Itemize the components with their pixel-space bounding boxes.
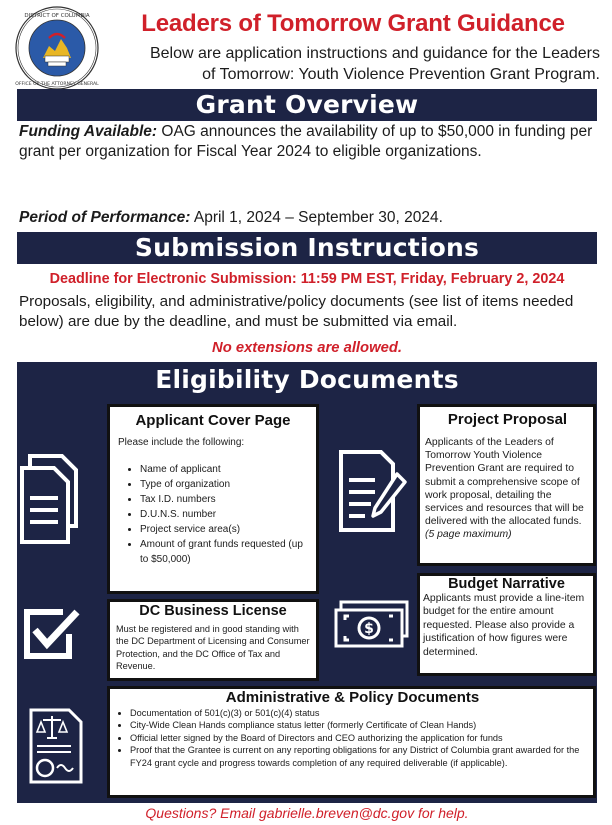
grant-overview-banner: Grant Overview — [17, 89, 597, 121]
funding-available-paragraph — [19, 122, 599, 162]
legal-document-icon — [27, 706, 87, 790]
list-item: • Project service area(s) — [140, 522, 308, 537]
dc-business-license-card — [107, 599, 319, 681]
funding-label: Funding Available: — [19, 123, 158, 140]
project-proposal-title: Project Proposal — [447, 411, 568, 428]
applicant-cover-page-card — [107, 404, 319, 594]
administrative-policy-documents-card — [107, 686, 596, 798]
list-item: • Tax I.D. numbers — [140, 492, 308, 507]
period-label: Period of Performance: — [19, 209, 191, 226]
money-bill-icon — [331, 600, 413, 654]
project-proposal-body: Applicants of the Leaders of Tomorrow Youth Violence Prevention Grant are required to submit a comprehensive scope of work proposal, detailing the services and resources that will be delivered with the allocated funds. — [425, 437, 584, 528]
page-limit-note: (5 page maximum) — [425, 529, 512, 541]
page-subtitle — [108, 43, 600, 85]
list-item: • Type of organization — [140, 477, 308, 492]
list-item: • Proof that the Grantee is current on any reporting obligations for any District of Columbia grant awarded for the FY24 grant cycle and progress towards completion of any required deliverable (if applicable). — [130, 744, 589, 769]
subtitle-line-1: Below are application instructions and guidance for the Leaders — [149, 45, 600, 62]
project-proposal-text — [425, 436, 590, 542]
eligibility-documents-banner: Eligibility Documents — [17, 363, 597, 397]
admin-policy-list — [116, 707, 589, 769]
dollar-sign-glyph: $ — [364, 621, 374, 637]
admin-policy-title: Administrative & Policy Documents — [225, 689, 480, 706]
proposal-document-icon — [335, 446, 410, 540]
business-license-text: Must be registered and in good standing with the DC Department of Licensing and Consumer Protection, and the DC Office of Tax and Revenue. — [116, 624, 310, 672]
cover-page-list — [118, 462, 308, 567]
seal-text-top: DISTRICT OF COLUMBIA — [24, 13, 90, 19]
budget-narrative-title: Budget Narrative — [448, 576, 565, 592]
subtitle-line-2: of Tomorrow: Youth Violence Prevention Grant Program. — [202, 66, 600, 83]
deadline-text: Deadline for Electronic Submission: 11:59 PM EST, Friday, February 2, 2024 — [49, 271, 565, 287]
cover-page-intro: Please include the following: — [118, 437, 245, 448]
budget-narrative-text: Applicants must provide a line-item budget for the entire amount requested. Please also provide a justification of how figures were determined. — [423, 593, 585, 658]
list-item: • Documentation of 501(c)(3) or 501(c)(4) status — [130, 707, 589, 719]
list-item: • City-Wide Clean Hands compliance status letter (formerly Certificate of Clean Hands) — [130, 719, 589, 731]
list-item: • Name of applicant — [140, 462, 308, 477]
submission-instructions-banner: Submission Instructions — [17, 232, 597, 264]
no-extensions-text: No extensions are allowed. — [212, 340, 402, 356]
dc-seal-logo — [15, 6, 99, 90]
seal-text-bottom: OFFICE OF THE ATTORNEY GENERAL — [15, 82, 99, 87]
questions-footer: Questions? Email gabrielle.breven@dc.gov for help. — [145, 805, 469, 821]
cover-page-title: Applicant Cover Page — [135, 412, 291, 429]
documents-icon — [16, 450, 86, 554]
funding-text: OAG announces the availability of up to $50,000 in funding per grant per organization for Fiscal Year 2024 to eligible organizations. — [19, 123, 593, 160]
budget-narrative-card — [417, 573, 596, 676]
list-item: • Amount of grant funds requested (up to $50,000) — [140, 537, 308, 567]
list-item: • D.U.N.S. number — [140, 507, 308, 522]
period-of-performance-paragraph — [19, 208, 599, 228]
business-license-title: DC Business License — [139, 603, 287, 619]
page-title: Leaders of Tomorrow Grant Guidance — [141, 10, 565, 37]
checkbox-icon — [19, 604, 89, 670]
list-item: • Official letter signed by the Board of Directors and CEO authorizing the application for funds — [130, 732, 589, 744]
period-text: April 1, 2024 – September 30, 2024. — [190, 209, 443, 226]
submission-body: Proposals, eligibility, and administrative/policy documents (see list of items needed below) are due by the deadline, and must be submitted via email. — [19, 293, 574, 330]
project-proposal-card — [417, 404, 596, 566]
